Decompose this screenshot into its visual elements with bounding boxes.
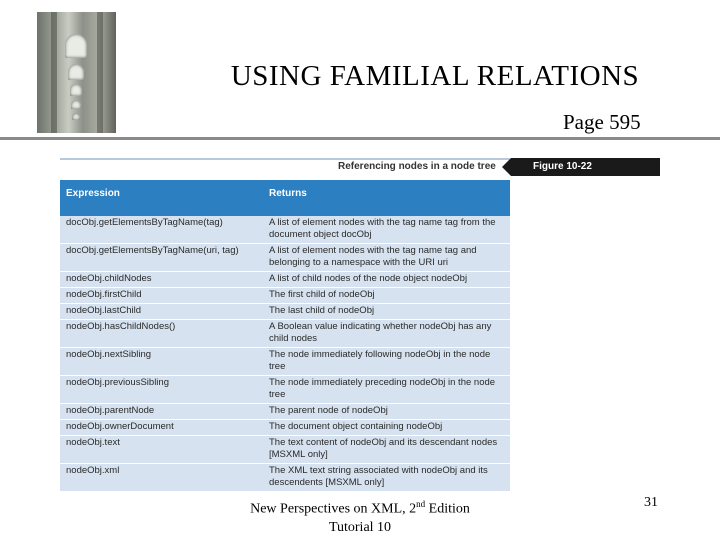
footer-edition: Edition bbox=[425, 501, 470, 517]
row-expression: nodeObj.previousSibling bbox=[60, 376, 263, 404]
row-returns: The node immediately preceding nodeObj in the node tree bbox=[263, 376, 510, 404]
table-row bbox=[60, 464, 510, 492]
table-row bbox=[60, 320, 510, 348]
header-returns: Returns bbox=[263, 180, 510, 216]
row-expression: nodeObj.nextSibling bbox=[60, 348, 263, 376]
row-expression: nodeObj.lastChild bbox=[60, 304, 263, 320]
arch-5 bbox=[72, 113, 80, 120]
figure-label: Figure 10-22 bbox=[511, 158, 660, 176]
row-returns: The text content of nodeObj and its descendant nodes [MSXML only] bbox=[263, 436, 510, 464]
row-expression: nodeObj.hasChildNodes() bbox=[60, 320, 263, 348]
row-expression: docObj.getElementsByTagName(tag) bbox=[60, 216, 263, 244]
node-reference-table bbox=[60, 180, 510, 492]
figure-panel bbox=[60, 156, 660, 488]
figure-top-rule bbox=[60, 158, 510, 160]
row-expression: nodeObj.xml bbox=[60, 464, 263, 492]
slide-title: USING FAMILIAL RELATIONS bbox=[230, 60, 640, 92]
row-returns: A Boolean value indicating whether nodeObj has any child nodes bbox=[263, 320, 510, 348]
row-returns: The first child of nodeObj bbox=[263, 288, 510, 304]
figure-label-arrow-icon bbox=[502, 158, 511, 176]
arch-2 bbox=[68, 64, 84, 80]
footer-book-title: New Perspectives on XML, 2 bbox=[250, 501, 417, 517]
title-divider bbox=[0, 137, 720, 140]
row-returns: A list of element nodes with the tag name tag and belonging to a namespace with the URI uri bbox=[263, 244, 510, 272]
row-returns: The node immediately following nodeObj in the node tree bbox=[263, 348, 510, 376]
table-row bbox=[60, 216, 510, 244]
table-row bbox=[60, 304, 510, 320]
table-row bbox=[60, 244, 510, 272]
table-row bbox=[60, 420, 510, 436]
arch-4 bbox=[71, 100, 81, 109]
row-expression: nodeObj.ownerDocument bbox=[60, 420, 263, 436]
row-expression: nodeObj.parentNode bbox=[60, 404, 263, 420]
pier-left bbox=[51, 12, 57, 133]
footer-book-info bbox=[200, 495, 520, 537]
pier-right bbox=[97, 12, 103, 133]
row-expression: nodeObj.childNodes bbox=[60, 272, 263, 288]
footer-tutorial: Tutorial 10 bbox=[328, 519, 392, 535]
footer-edition-suffix: nd bbox=[416, 499, 426, 509]
table-row bbox=[60, 348, 510, 376]
row-returns: A list of element nodes with the tag name tag from the document object docObj bbox=[263, 216, 510, 244]
page-reference: Page 595 bbox=[563, 110, 641, 134]
footer-line-1 bbox=[200, 495, 520, 519]
table-row bbox=[60, 288, 510, 304]
row-expression: nodeObj.firstChild bbox=[60, 288, 263, 304]
table-header-row bbox=[60, 180, 510, 216]
table-row bbox=[60, 272, 510, 288]
row-returns: The parent node of nodeObj bbox=[263, 404, 510, 420]
arch-3 bbox=[70, 84, 82, 96]
table-row bbox=[60, 404, 510, 420]
arch-1 bbox=[65, 34, 87, 58]
row-returns: The XML text string associated with nodeObj and its descendents [MSXML only] bbox=[263, 464, 510, 492]
figure-caption: Referencing nodes in a node tree bbox=[338, 161, 496, 172]
row-expression: docObj.getElementsByTagName(uri, tag) bbox=[60, 244, 263, 272]
row-returns: A list of child nodes of the node object nodeObj bbox=[263, 272, 510, 288]
table-row bbox=[60, 436, 510, 464]
header-expression: Expression bbox=[60, 180, 263, 216]
slide-page-number: 31 bbox=[644, 495, 658, 510]
row-returns: The last child of nodeObj bbox=[263, 304, 510, 320]
row-returns: The document object containing nodeObj bbox=[263, 420, 510, 436]
row-expression: nodeObj.text bbox=[60, 436, 263, 464]
table-row bbox=[60, 376, 510, 404]
bridge-photo bbox=[37, 12, 116, 133]
